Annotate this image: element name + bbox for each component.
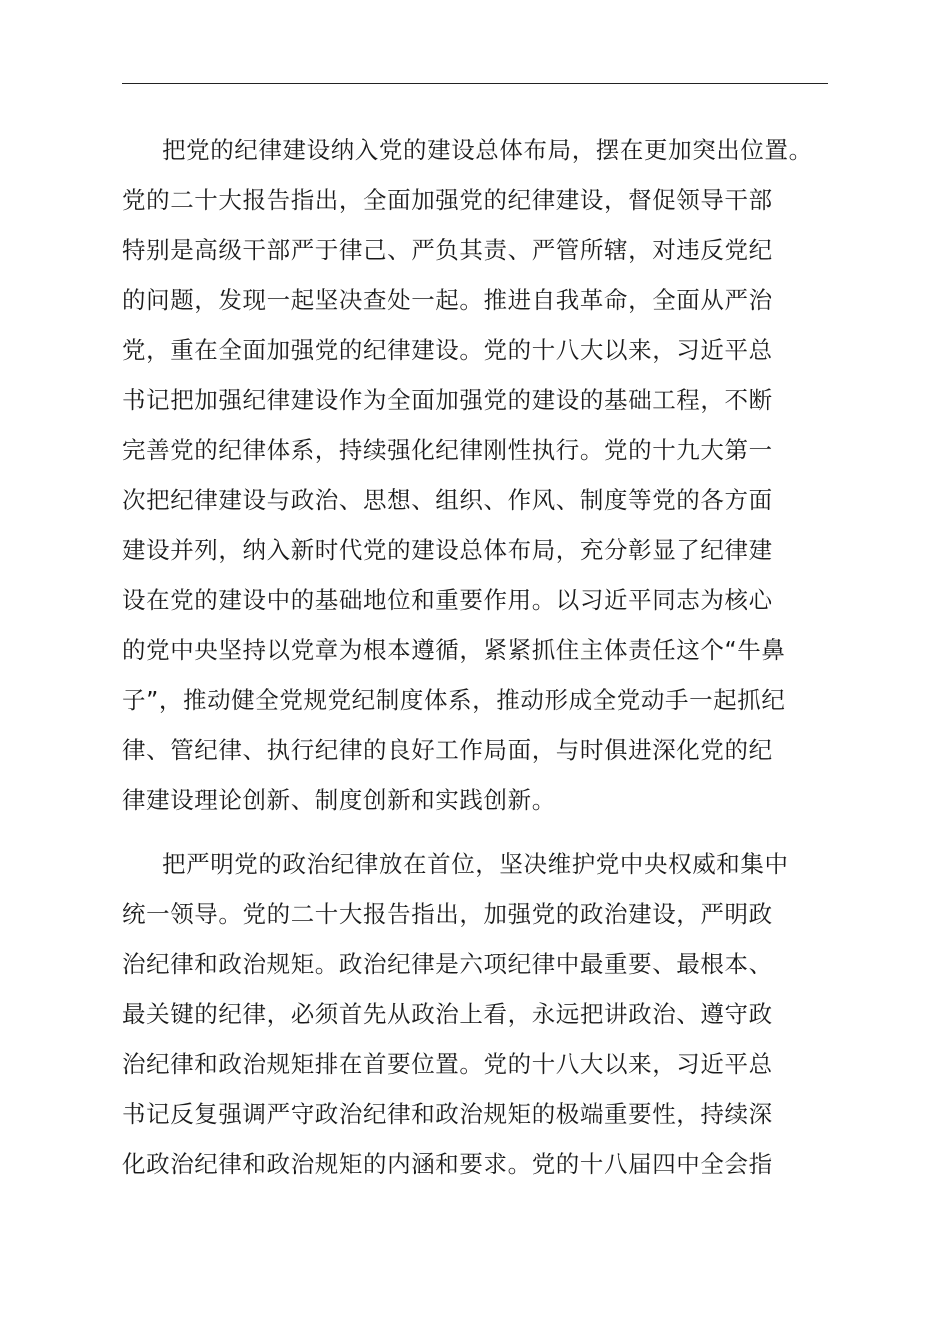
text-line: 最关键的纪律，必须首先从政治上看，永远把讲政治、遵守政 [122,1000,773,1028]
text-line: 统一领导。党的二十大报告指出，加强党的政治建设，严明政 [122,900,773,928]
text-line: 书记反复强调严守政治纪律和政治规矩的极端重要性，持续深 [122,1100,773,1128]
text-line: 子”，推动健全党规党纪制度体系，推动形成全党动手一起抓纪 [122,686,786,714]
paragraph-spacer [122,825,834,839]
text-line: 设在党的建设中的基础地位和重要作用。以习近平同志为核心 [122,586,773,614]
text-line: 次把纪律建设与政治、思想、组织、作风、制度等党的各方面 [122,486,773,514]
text-line: 完善党的纪律体系，持续强化纪律刚性执行。党的十九大第一 [122,436,773,464]
text-line: 党的二十大报告指出，全面加强党的纪律建设，督促领导干部 [122,186,773,214]
text-line: 律建设理论创新、制度创新和实践创新。 [122,786,556,814]
text-line: 把严明党的政治纪律放在首位，坚决维护党中央权威和集中 [162,850,789,878]
text-line: 书记把加强纪律建设作为全面加强党的建设的基础工程，不断 [122,386,773,414]
header-rule [122,83,828,84]
text-line: 把党的纪律建设纳入党的建设总体布局，摆在更加突出位置。 [162,136,813,164]
text-line: 治纪律和政治规矩。政治纪律是六项纪律中最重要、最根本、 [122,950,773,978]
paragraph-discipline-building [122,125,834,825]
text-line: 律、管纪律、执行纪律的良好工作局面，与时俱进深化党的纪 [122,736,773,764]
text-line: 化政治纪律和政治规矩的内涵和要求。党的十八届四中全会指 [122,1150,773,1178]
text-line: 的党中央坚持以党章为根本遵循，紧紧抓住主体责任这个“牛鼻 [122,636,786,664]
text-line: 治纪律和政治规矩排在首要位置。党的十八大以来，习近平总 [122,1050,773,1078]
text-line: 特别是高级干部严于律己、严负其责、严管所辖，对违反党纪 [122,236,773,264]
paragraph-political-discipline [122,839,834,1189]
body-text [122,125,834,1189]
text-line: 的问题，发现一起坚决查处一起。推进自我革命，全面从严治 [122,286,773,314]
text-line: 建设并列，纳入新时代党的建设总体布局，充分彰显了纪律建 [122,536,773,564]
text-line: 党，重在全面加强党的纪律建设。党的十八大以来，习近平总 [122,336,773,364]
